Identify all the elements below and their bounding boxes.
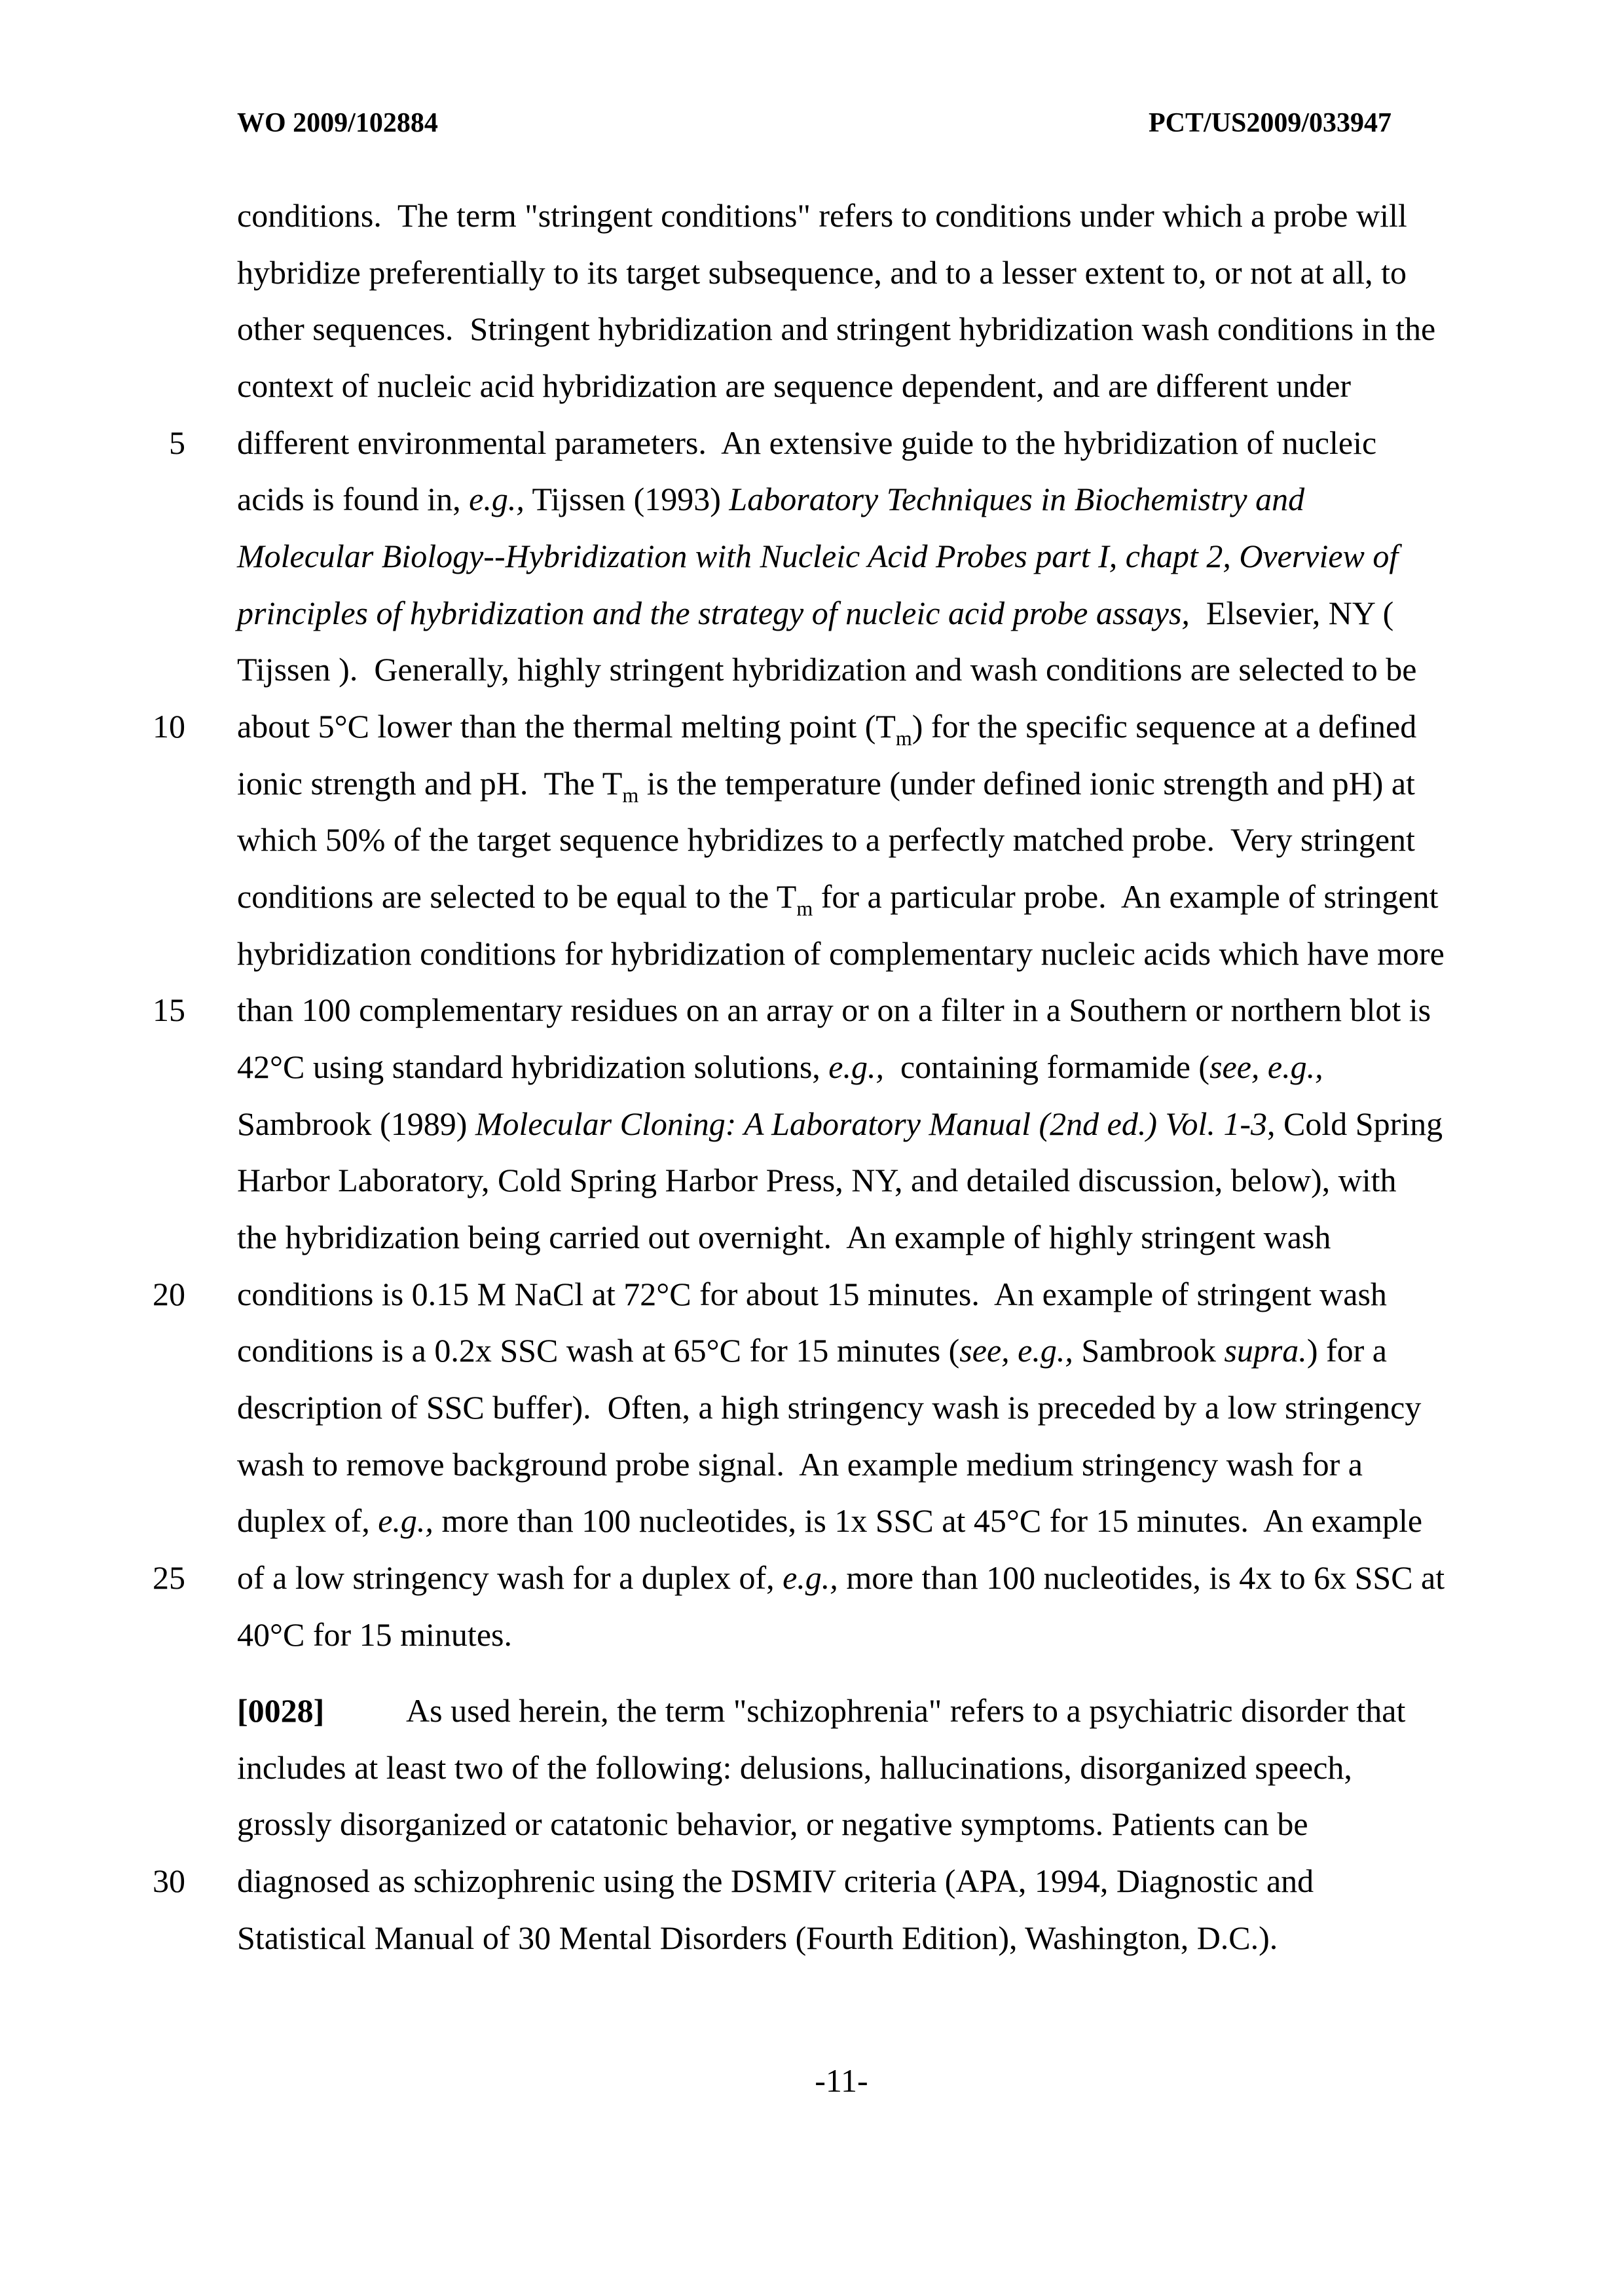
text-run: other sequences. Stringent hybridization and stringent hybridization wash conditions in the (237, 310, 1436, 348)
italic-text: principles of hybridization and the strategy of nucleic acid probe assays, (237, 594, 1190, 631)
margin-line-number: 20 (153, 1275, 185, 1312)
text-run: ) for the specific sequence at a defined (912, 708, 1417, 745)
text-run: conditions is a 0.2x SSC wash at 65°C for 15 minutes ( (237, 1332, 960, 1369)
paragraph-line (237, 1804, 1308, 1843)
text-run: Tijssen (1993) (524, 481, 729, 518)
italic-text: see, e.g., (959, 1332, 1073, 1369)
body-line (237, 423, 1376, 462)
text-run: 42°C using standard hybridization solutions, (237, 1048, 829, 1086)
text-run: description of SSC buffer). Often, a high stringency wash is preceded by a low stringency (237, 1389, 1422, 1426)
text-run: acids is found in, (237, 481, 470, 518)
text-run: Elsevier, NY ( (1189, 594, 1394, 631)
body-line (237, 934, 1445, 973)
paragraph-line (237, 1748, 1352, 1787)
italic-text: see, e.g., (1209, 1048, 1323, 1086)
text-run: conditions are selected to be equal to the T (237, 878, 797, 916)
subscript-text: m (622, 783, 639, 807)
italic-text: supra. (1224, 1332, 1307, 1369)
margin-line-number: 5 (169, 424, 185, 461)
text-run: the hybridization being carried out overnight. An example of highly stringent wash (237, 1219, 1331, 1256)
italic-text: e.g., (783, 1559, 838, 1597)
text-run: more than 100 nucleotides, is 1x SSC at 45°C for 15 minutes. An example (433, 1502, 1423, 1540)
text-run: different environmental parameters. An extensive guide to the hybridization of nucleic (237, 424, 1377, 461)
text-run: for a particular probe. An example of stringent (813, 878, 1439, 916)
text-run: 40°C for 15 minutes. (237, 1616, 512, 1653)
italic-text: Molecular Cloning: A Laboratory Manual (2nd ed.) Vol. 1-3 (475, 1105, 1268, 1142)
text-run: includes at least two of the following: delusions, hallucinations, disorganized speech, (237, 1749, 1352, 1786)
body-line (237, 593, 1393, 633)
body-line (237, 990, 1431, 1029)
text-run: hybridization conditions for hybridization of complementary nucleic acids which have more (237, 935, 1445, 972)
margin-line-number: 30 (153, 1862, 185, 1899)
body-line (237, 820, 1415, 859)
margin-line-number: 25 (153, 1559, 185, 1597)
body-line (237, 650, 1416, 689)
italic-text: e.g., (378, 1502, 433, 1540)
italic-text: Molecular Biology--Hybridization with Nucleic Acid Probes part I, chapt 2, Overview of (237, 538, 1399, 575)
body-line (237, 309, 1435, 348)
margin-line-number: 15 (153, 991, 185, 1029)
paragraph-line (406, 1691, 1405, 1730)
italic-text: e.g., (828, 1048, 884, 1086)
body-line (237, 1104, 1443, 1143)
publication-number: WO 2009/102884 (237, 108, 438, 138)
body-line (237, 1558, 1445, 1597)
text-run: is the temperature (under defined ionic strength and pH) at (638, 764, 1415, 802)
body-line (237, 707, 1417, 750)
subscript-text: m (895, 726, 912, 750)
text-run: Statistical Manual of 30 Mental Disorders (Fourth Edition), Washington, D.C.). (237, 1919, 1278, 1956)
body-line (237, 877, 1439, 921)
paragraph-number: [0028] (237, 1692, 325, 1729)
text-run: , Cold Spring (1267, 1105, 1443, 1142)
italic-text: e.g., (469, 481, 525, 518)
body-line (237, 1217, 1331, 1257)
text-run: context of nucleic acid hybridization are sequence dependent, and are different under (237, 367, 1352, 404)
body-line (237, 1160, 1397, 1200)
body-line (237, 1501, 1422, 1540)
body-line (237, 1388, 1421, 1427)
paragraph-line (237, 1918, 1278, 1957)
text-run: ) for a (1306, 1332, 1387, 1369)
text-run: As used herein, the term "schizophrenia" refers to a psychiatric disorder that (406, 1692, 1406, 1729)
text-run: diagnosed as schizophrenic using the DSMIV criteria (APA, 1994, Diagnostic and (237, 1862, 1314, 1899)
text-run: which 50% of the target sequence hybridizes to a perfectly matched probe. Very stringent (237, 821, 1415, 859)
body-line (237, 479, 1304, 519)
text-run: conditions is 0.15 M NaCl at 72°C for about 15 minutes. An example of stringent wash (237, 1275, 1387, 1312)
text-run: grossly disorganized or catatonic behavior, or negative symptoms. Patients can be (237, 1805, 1308, 1843)
text-run: ionic strength and pH. The T (237, 764, 623, 802)
body-line (237, 1274, 1387, 1314)
text-run: Sambrook (1073, 1332, 1225, 1369)
body-line (237, 1047, 1323, 1086)
body-line (237, 1331, 1387, 1370)
body-line (237, 536, 1398, 576)
text-run: Sambrook (1989) (237, 1105, 475, 1142)
paragraph-line (237, 1861, 1314, 1900)
italic-text: Laboratory Techniques in Biochemistry and (729, 481, 1305, 518)
text-run: conditions. The term "stringent conditions" refers to conditions under which a probe will (237, 197, 1407, 234)
text-run: more than 100 nucleotides, is 4x to 6x SSC at (838, 1559, 1445, 1597)
body-line (237, 366, 1351, 405)
text-run: duplex of, (237, 1502, 378, 1540)
text-run: than 100 complementary residues on an array or on a filter in a Southern or northern blot is (237, 991, 1431, 1029)
subscript-text: m (796, 897, 813, 921)
text-run: hybridize preferentially to its target subsequence, and to a lesser extent to, or not at all, to (237, 253, 1407, 291)
text-run: about 5°C lower than the thermal melting point (T (237, 708, 896, 745)
body-line (237, 196, 1407, 235)
text-run: wash to remove background probe signal. An example medium stringency wash for a (237, 1445, 1363, 1483)
body-line (237, 764, 1415, 807)
body-line (237, 1615, 512, 1654)
margin-line-number: 10 (153, 708, 185, 745)
body-line (237, 1445, 1363, 1484)
text-run: Tijssen ). Generally, highly stringent hybridization and wash conditions are selected to be (237, 651, 1417, 688)
text-run: containing formamide ( (883, 1048, 1210, 1086)
application-number: PCT/US2009/033947 (1148, 108, 1392, 138)
page-number: -11- (815, 2062, 868, 2099)
text-run: Harbor Laboratory, Cold Spring Harbor Press, NY, and detailed discussion, below), with (237, 1162, 1397, 1199)
body-line (237, 253, 1407, 292)
text-run: of a low stringency wash for a duplex of, (237, 1559, 783, 1597)
